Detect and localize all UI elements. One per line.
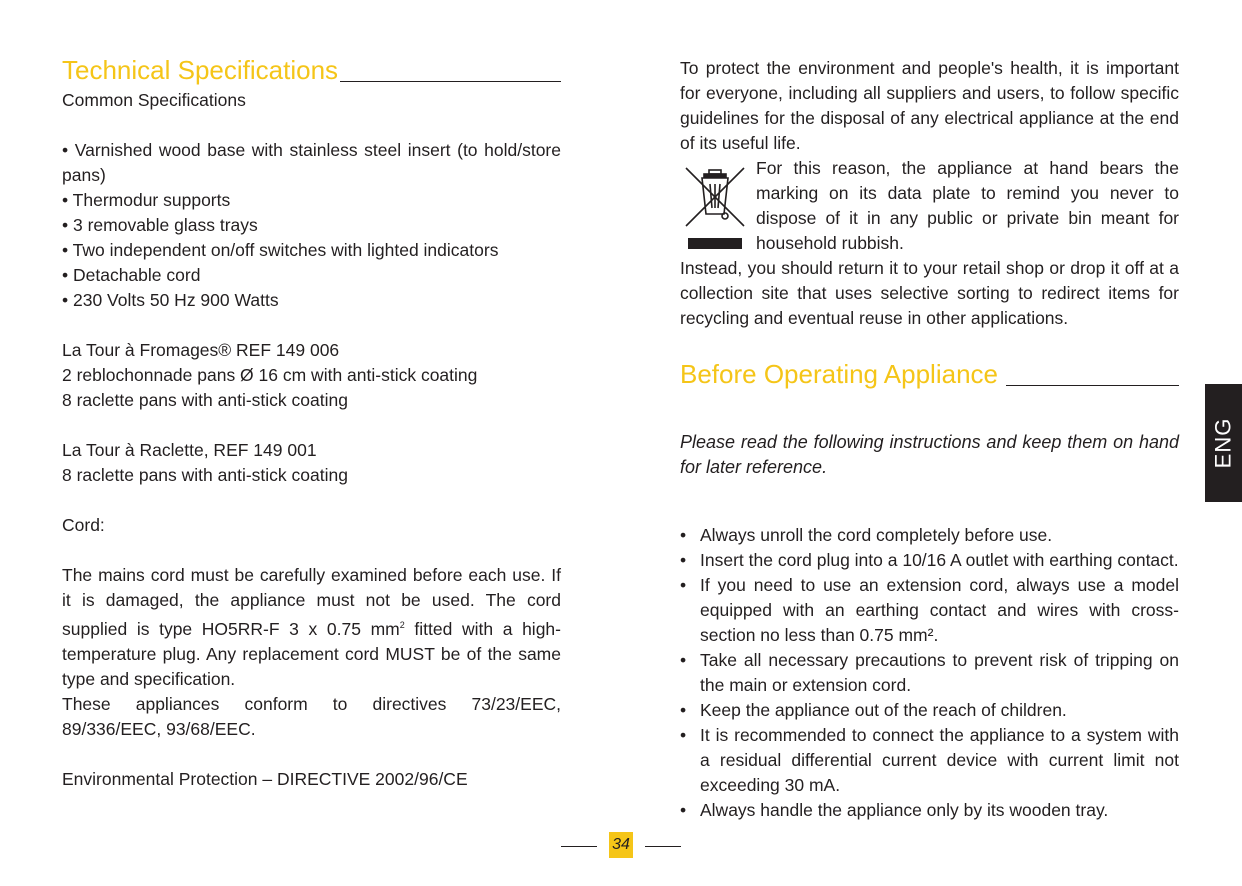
fromages-item: 8 raclette pans with anti-stick coating <box>62 390 348 410</box>
instruction-item: • It is recommended to connect the appliance to a system with a residual differential current device with current limit not exceeding 30 mA. <box>680 725 1179 795</box>
title-rule <box>1006 385 1179 386</box>
left-column <box>62 52 561 792</box>
right-column <box>680 56 1179 823</box>
spec-item: • Detachable cord <box>62 265 201 285</box>
spec-item: • Two independent on/off switches with lighted indicators <box>62 240 499 260</box>
environmental-protection-heading: Environmental Protection – DIRECTIVE 2002/96/CE <box>62 768 468 789</box>
page-footer <box>561 832 681 858</box>
weee-paragraph: For this reason, the appliance at hand bears the marking on its data plate to remind you never to dispose of it in any public or private bin meant for household rubbish. <box>756 158 1179 253</box>
raclette-item: 8 raclette pans with anti-stick coating <box>62 465 348 485</box>
language-tab <box>1205 384 1242 502</box>
cord-paragraph: The mains cord must be carefully examined before each use. If it is damaged, the appliance must not be used. The cord supplied is type HO5RR-F 3 x 0.75 $mm^2$ fitted with a high-temperature plug. Any replacement cord MUST be of the same type and specification. <box>62 565 561 689</box>
section-title-text: Technical Specifications <box>62 55 339 85</box>
weee-block <box>680 156 1179 256</box>
footer-rule-right <box>645 846 681 847</box>
raclette-heading: La Tour à Raclette, REF 149 001 <box>62 440 317 460</box>
instruction-item: • Always handle the appliance only by its wooden tray. <box>680 800 1109 820</box>
return-paragraph: Instead, you should return it to your retail shop or drop it off at a collection site that uses selective sorting to redirect items for recycling and eventual reuse in other applications. <box>680 258 1179 328</box>
instructions-intro: Please read the following instructions and keep them on hand for later reference. <box>680 432 1179 477</box>
fromages-heading: La Tour à Fromages® REF 149 006 <box>62 340 340 360</box>
crossed-out-wheelie-bin-icon <box>680 156 756 256</box>
page-number: 34 <box>609 832 633 858</box>
common-specifications-heading: Common Specifications <box>62 90 246 110</box>
language-tab-label: ENG <box>1210 417 1236 469</box>
fromages-item: 2 reblochonnade pans Ø 16 cm with anti-stick coating <box>62 365 478 385</box>
instruction-item: • If you need to use an extension cord, always use a model equipped with an earthing contact and wires with cross-section no less than 0.75 mm². <box>680 575 1179 645</box>
spec-item: • 3 removable glass trays <box>62 215 258 235</box>
section-title-text: Before Operating Appliance <box>680 359 998 389</box>
spec-item: • 230 Volts 50 Hz 900 Watts <box>62 290 279 310</box>
instruction-item: • Always unroll the cord completely before use. <box>680 525 1053 545</box>
before-operating-title <box>680 356 1179 392</box>
footer-rule-left <box>561 846 597 847</box>
instruction-item: • Insert the cord plug into a 10/16 A outlet with earthing contact. <box>680 550 1179 570</box>
instruction-item: • Take all necessary precautions to prevent risk of tripping on the main or extension cord. <box>680 650 1179 695</box>
title-rule <box>340 81 561 82</box>
instruction-item: • Keep the appliance out of the reach of children. <box>680 700 1067 720</box>
technical-specifications-title <box>62 52 561 88</box>
cord-heading: Cord: <box>62 515 105 535</box>
spec-item: • Varnished wood base with stainless steel insert (to hold/store pans) <box>62 140 561 185</box>
conformity-paragraph: These appliances conform to directives 73/23/EEC, 89/336/EEC, 93/68/EEC. <box>62 693 561 739</box>
environment-intro-paragraph: To protect the environment and people's health, it is important for everyone, including all suppliers and users, to follow specific guidelines for the disposal of any electrical appliance at the end of its useful life. <box>680 58 1179 153</box>
spec-item: • Thermodur supports <box>62 190 231 210</box>
